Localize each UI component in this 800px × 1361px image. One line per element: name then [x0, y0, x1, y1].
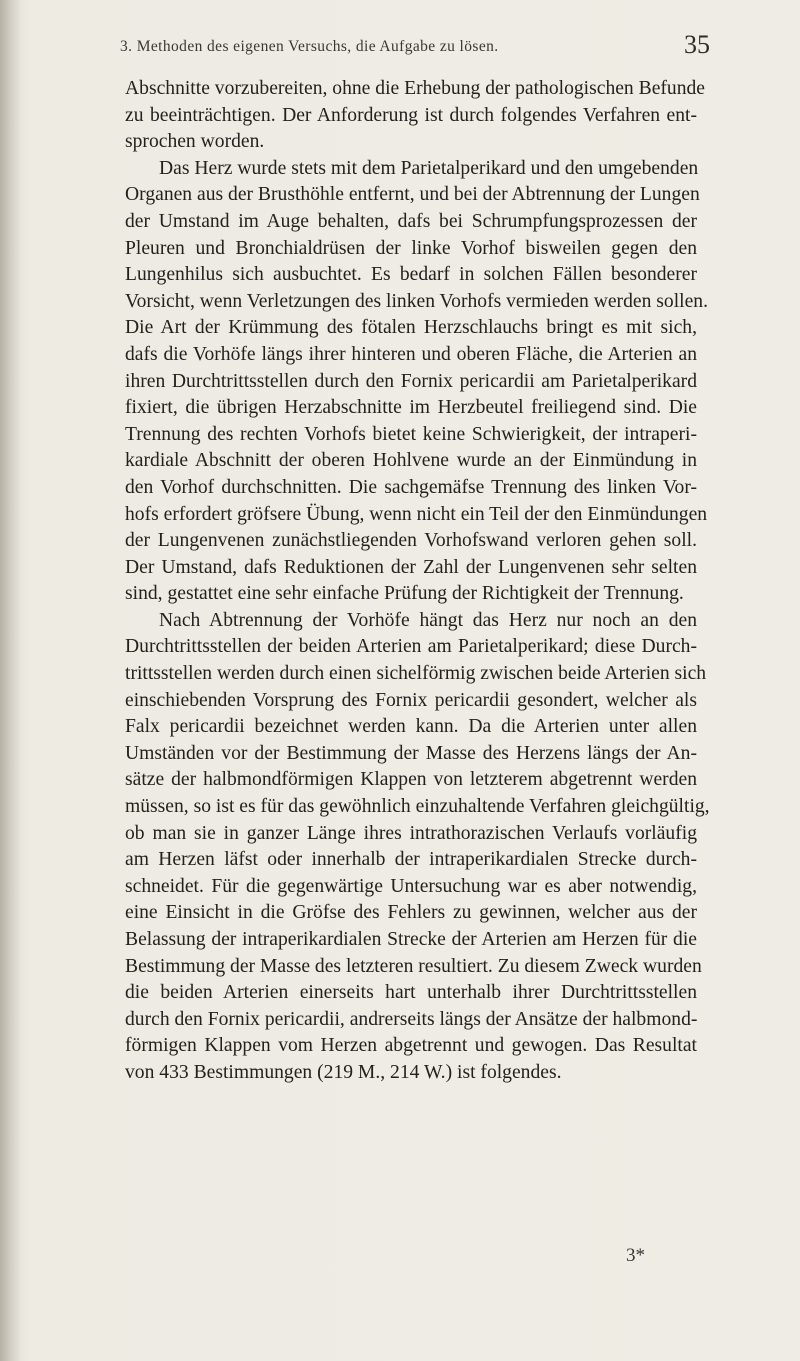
signature-mark: 3*	[626, 1245, 645, 1266]
text-line: Pleuren und Bronchialdrüsen der linke Vorhof bisweilen gegen den	[125, 237, 697, 259]
text-line: Lungenhilus sich ausbuchtet. Es bedarf in solchen Fällen besonderer	[125, 264, 697, 286]
text-line: ihren Durchtrittsstellen durch den Fornix pericardii am Parietalperikard	[125, 370, 697, 392]
text-line: durch den Fornix pericardii, andrerseits längs der Ansätze der halbmond-	[125, 1008, 698, 1030]
text-line: den Vorhof durchschnitten. Die sachgemäfse Trennung des linken Vor-	[125, 476, 697, 498]
text-line: Das Herz wurde stets mit dem Parietalperikard und den umgebenden	[159, 157, 699, 179]
text-line: Umständen vor der Bestimmung der Masse des Herzens längs der An-	[125, 742, 697, 764]
page-number: 35	[684, 30, 710, 59]
text-line: Die Art der Krümmung des fötalen Herzschlauchs bringt es mit sich,	[125, 317, 697, 339]
text-line: die beiden Arterien einerseits hart unterhalb ihrer Durchtrittsstellen	[125, 982, 697, 1004]
text-line: der Umstand im Auge behalten, dafs bei Schrumpfungsprozessen der	[125, 210, 697, 232]
text-line: Bestimmung der Masse des letzteren resultiert. Zu diesem Zweck wurden	[125, 955, 702, 977]
text-line: hofs erfordert gröfsere Übung, wenn nicht ein Teil der den Einmündungen	[125, 503, 708, 525]
text-line: Der Umstand, dafs Reduktionen der Zahl der Lungenvenen sehr selten	[125, 556, 697, 578]
text-line: einschiebenden Vorsprung des Fornix pericardii gesondert, welcher als	[125, 689, 697, 711]
text-line: Vorsicht, wenn Verletzungen des linken Vorhofs vermieden werden sollen.	[125, 290, 708, 312]
text-line: Organen aus der Brusthöhle entfernt, und bei der Abtrennung der Lungen	[125, 184, 700, 206]
text-line: schneidet. Für die gegenwärtige Untersuchung war es aber notwendig,	[125, 875, 697, 897]
text-line: Falx pericardii bezeichnet werden kann. Da die Arterien unter allen	[125, 716, 697, 738]
text-line: Nach Abtrennung der Vorhöfe hängt das Herz nur noch an den	[159, 609, 697, 631]
text-line: Belassung der intraperikardialen Strecke der Arterien am Herzen für die	[125, 929, 697, 950]
text-line: kardiale Abschnitt der oberen Hohlvene wurde an der Einmündung in	[125, 450, 697, 472]
text-line: ob man sie in ganzer Länge ihres intrathorazischen Verlaufs vorläufig	[125, 822, 697, 844]
text-line: müssen, so ist es für das gewöhnlich einzuhaltende Verfahren gleichgültig,	[125, 796, 710, 818]
text-line: der Lungenvenen zunächstliegenden Vorhofswand verloren gehen soll.	[125, 530, 697, 552]
text-line: sprochen worden.	[125, 131, 265, 153]
text-line: dafs die Vorhöfe längs ihrer hinteren und oberen Fläche, die Arterien an	[125, 343, 697, 365]
body-text	[125, 76, 710, 1087]
text-line: von 433 Bestimmungen (219 M., 214 W.) ist folgendes.	[125, 1061, 562, 1083]
text-line: am Herzen läfst oder innerhalb der intraperikardialen Strecke durch-	[125, 849, 697, 871]
text-line: sind, gestattet eine sehr einfache Prüfung der Richtigkeit der Trennung.	[125, 583, 684, 605]
text-line: zu beeinträchtigen. Der Anforderung ist durch folgendes Verfahren ent-	[125, 104, 697, 126]
text-line: Abschnitte vorzubereiten, ohne die Erhebung der pathologischen Befunde	[125, 78, 706, 99]
text-line: trittsstellen werden durch einen sichelförmig zwischen beide Arterien sich	[125, 663, 707, 685]
page-header	[120, 30, 710, 62]
text-line: Trennung des rechten Vorhofs bietet keine Schwierigkeit, der intraperi-	[125, 423, 697, 445]
spine-shadow	[0, 0, 22, 1361]
text-line: sätze der halbmondförmigen Klappen von letzterem abgetrennt werden	[125, 769, 697, 791]
text-line: förmigen Klappen vom Herzen abgetrennt und gewogen. Das Resultat	[125, 1035, 697, 1057]
text-line: fixiert, die übrigen Herzabschnitte im Herzbeutel freiliegend sind. Die	[125, 397, 697, 419]
text-line: Durchtrittsstellen der beiden Arterien am Parietalperikard; diese Durch-	[125, 636, 697, 658]
text-line: eine Einsicht in die Gröfse des Fehlers zu gewinnen, welcher aus der	[125, 902, 697, 924]
running-head: 3. Methoden des eigenen Versuchs, die Aufgabe zu lösen.	[120, 38, 499, 55]
